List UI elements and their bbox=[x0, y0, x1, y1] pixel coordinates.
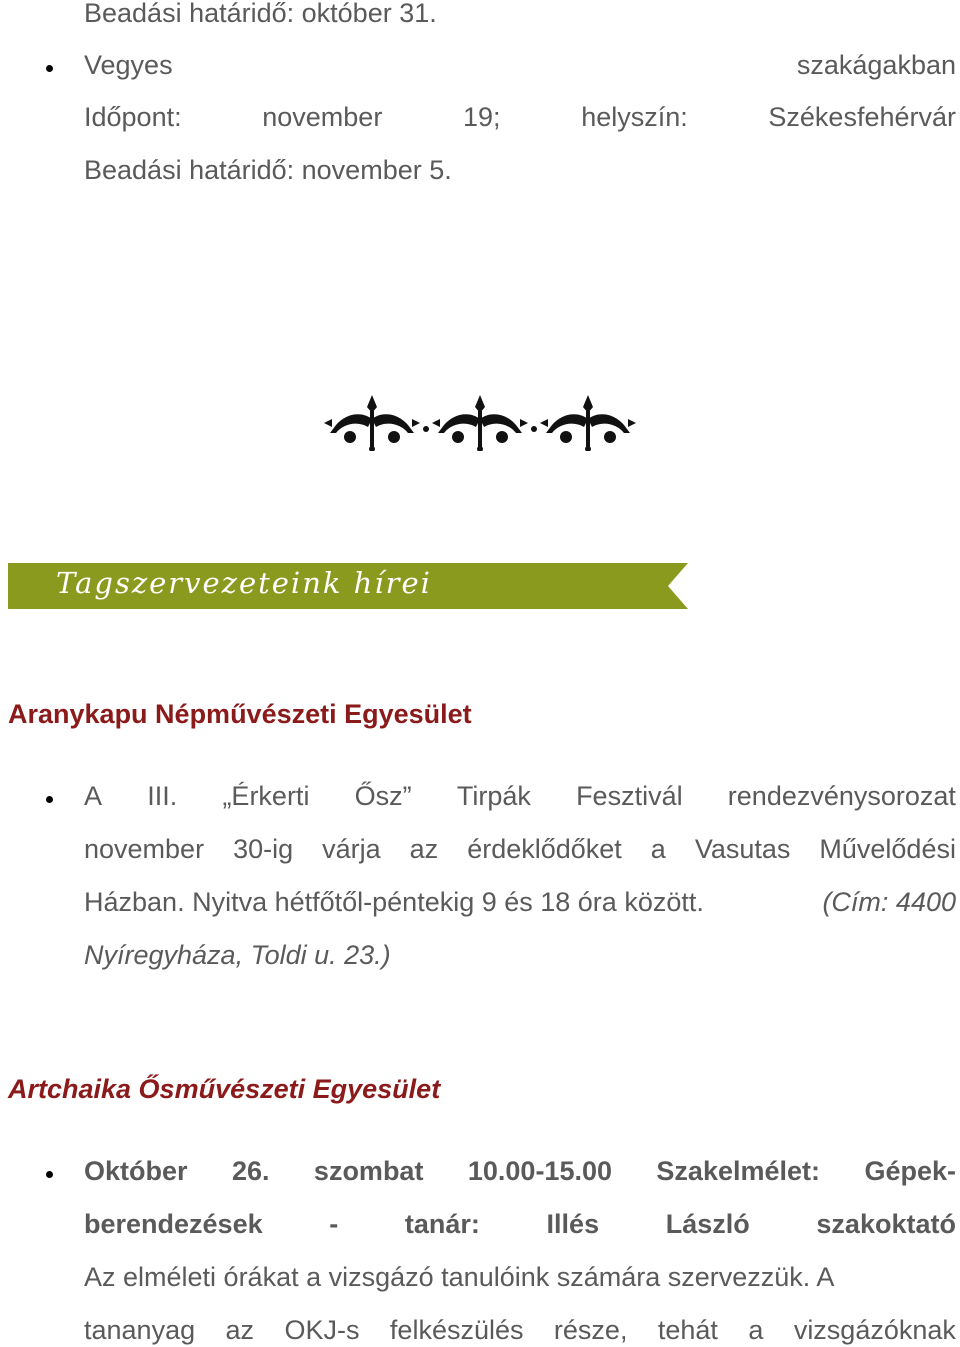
word: - bbox=[329, 1209, 339, 1239]
course-line-2 bbox=[84, 1208, 956, 1240]
opening-hours: Házban. Nyitva hétfőtől-péntekig 9 és 18 óra között. bbox=[84, 887, 704, 917]
word: az bbox=[409, 834, 439, 864]
section-title-aranykapu: Aranykapu Népművészeti Egyesület bbox=[8, 699, 472, 729]
word: november bbox=[262, 102, 383, 132]
bullet-icon bbox=[46, 65, 53, 72]
word: Időpont: bbox=[84, 102, 182, 132]
word: Gépek- bbox=[864, 1156, 956, 1186]
word: berendezések bbox=[84, 1209, 263, 1239]
word: tehát bbox=[657, 1315, 718, 1345]
word: „Érkerti bbox=[222, 781, 310, 811]
word: várja bbox=[322, 834, 381, 864]
banner-title: Tagszervezeteink hírei bbox=[56, 566, 432, 600]
word: Tirpák bbox=[456, 781, 531, 811]
word: Művelődési bbox=[819, 834, 956, 864]
word: tananyag bbox=[84, 1315, 196, 1345]
mixed-categories-line bbox=[84, 49, 956, 81]
word: a bbox=[748, 1315, 764, 1345]
ornament-divider-icon bbox=[324, 393, 636, 451]
word: László bbox=[665, 1209, 750, 1239]
word: érdeklődőket bbox=[467, 834, 622, 864]
word: A bbox=[84, 781, 103, 811]
bullet-icon bbox=[46, 796, 53, 803]
word: november bbox=[84, 834, 205, 864]
word: vizsgázóknak bbox=[793, 1315, 956, 1345]
word: Október bbox=[84, 1156, 188, 1186]
word: Vegyes bbox=[84, 50, 173, 80]
word: Vasutas bbox=[694, 834, 791, 864]
word: Fesztivál bbox=[576, 781, 683, 811]
course-line-1 bbox=[84, 1155, 956, 1187]
word: 19; bbox=[462, 102, 501, 132]
word: Ősz” bbox=[354, 781, 412, 811]
address-end: Nyíregyháza, Toldi u. 23.) bbox=[84, 940, 391, 970]
word: 10.00-15.00 bbox=[467, 1156, 612, 1186]
word: szakágakban bbox=[796, 50, 956, 80]
word: III. bbox=[147, 781, 178, 811]
section-title-artchaika: Artchaika Ősművészeti Egyesület bbox=[8, 1074, 441, 1104]
word: szakoktató bbox=[816, 1209, 956, 1239]
word: szombat bbox=[313, 1156, 424, 1186]
event-time-location bbox=[84, 101, 956, 133]
course-line-3: Az elméleti órákat a vizsgázó tanulóink számára szervezzük. A bbox=[84, 1262, 835, 1292]
word: felkészülés bbox=[389, 1315, 524, 1345]
bullet-icon bbox=[46, 1171, 53, 1178]
word: OKJ-s bbox=[284, 1315, 360, 1345]
word: tanár: bbox=[404, 1209, 480, 1239]
word: 26. bbox=[231, 1156, 270, 1186]
festival-line-2 bbox=[84, 833, 956, 865]
word: Szakelmélet: bbox=[656, 1156, 821, 1186]
word: Székesfehérvár bbox=[768, 102, 956, 132]
word: Illés bbox=[546, 1209, 600, 1239]
word: rendezvénysorozat bbox=[727, 781, 956, 811]
deadline-november: Beadási határidő: november 5. bbox=[84, 155, 452, 185]
deadline-october: Beadási határidő: október 31. bbox=[84, 0, 437, 28]
course-line-4 bbox=[84, 1314, 956, 1346]
word: helyszín: bbox=[581, 102, 688, 132]
festival-line-1 bbox=[84, 780, 956, 812]
word: a bbox=[650, 834, 666, 864]
festival-line-3 bbox=[84, 886, 956, 918]
word: 30-ig bbox=[233, 834, 294, 864]
word: az bbox=[225, 1315, 255, 1345]
address-start: (Cím: 4400 bbox=[822, 887, 956, 917]
word: része, bbox=[553, 1315, 628, 1345]
